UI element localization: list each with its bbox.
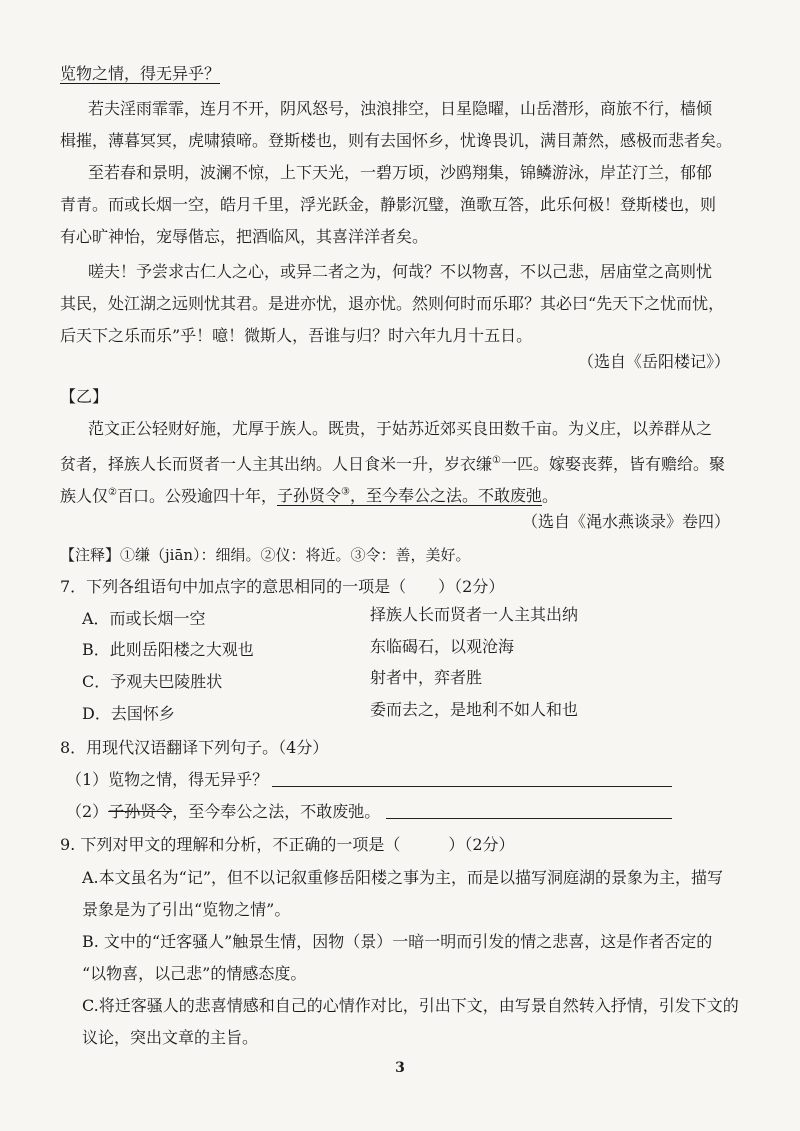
page-number: 3 bbox=[395, 1060, 405, 1076]
underlined-text-a: 子孙贤令 bbox=[277, 486, 342, 506]
yi-line-1: 范文正公轻财好施，尤厚于族人。既贵，于姑苏近郊买良田数千亩。为义庄，以养群从之 bbox=[88, 419, 713, 438]
footnote-mark-3: ③ bbox=[341, 487, 350, 498]
q9-option-c-line-1: C.将迁客骚人的悲喜情感和自己的心情作对比，引出下文，由写景自然转入抒情，引发下文的 bbox=[82, 996, 739, 1015]
q7-option-b-left: B．此则岳阳楼之大观也 bbox=[82, 640, 254, 659]
footnote-mark-1: ① bbox=[492, 455, 501, 466]
q9-option-b-line-1: B. 文中的“迁客骚人”触景生情，因物（景）一暗一明而引发的情之悲喜，这是作者否定的 bbox=[82, 932, 713, 951]
jia-paragraph-1-line-1: 若夫淫雨霏霏，连月不开，阴风怒号，浊浪排空，日星隐曜，山岳潜形，商旅不行，樯倾 bbox=[88, 99, 713, 118]
annotations: 【注释】①缣（jiān）：细绢。②仪：将近。③令：善，美好。 bbox=[60, 546, 471, 564]
jia-paragraph-2-line-3: 有心旷神怡，宠辱偕忘，把酒临风，其喜洋洋者矣。 bbox=[60, 227, 429, 246]
jia-paragraph-3-line-3: 后天下之乐而乐”乎！噫！微斯人，吾谁与归？时六年九月十五日。 bbox=[60, 326, 533, 345]
yi-heading: 【乙】 bbox=[60, 387, 109, 406]
jia-paragraph-3-line-1: 嗟夫！予尝求古仁人之心，或异二者之为，何哉？不以物喜，不以己悲，居庙堂之高则忧 bbox=[88, 262, 713, 281]
yi-line-3-text-a: 族人仅 bbox=[60, 486, 109, 506]
question-9-stem: 9. 下列对甲文的理解和分析，不正确的一项是（ ）（2分） bbox=[60, 835, 515, 854]
jia-heading-line: 览物之情，得无异乎？ bbox=[60, 64, 221, 83]
q8-sentence-2-number: （2） bbox=[66, 802, 109, 821]
underlined-text-b: ，至今奉公之法。不敢废弛 bbox=[349, 486, 542, 506]
q7-option-d-right: 委而去之，是地利不如人和也 bbox=[370, 700, 579, 719]
q7-option-a-left: A．而或长烟一空 bbox=[82, 609, 206, 628]
jia-source: （选自《岳阳楼记》） bbox=[577, 352, 730, 371]
question-7-stem: 7．下列各组语句中加点字的意思相同的一项是（ ）（2分） bbox=[60, 577, 505, 596]
yi-line-2-text-a: 贫者，择族人长而贤者一人主其出纳。人日食米一升，岁衣缣 bbox=[60, 454, 493, 474]
yi-line-3 bbox=[60, 483, 558, 506]
q9-option-b-line-2: “以物喜，以己悲”的情感态度。 bbox=[82, 964, 307, 983]
yi-line-2-text-b: 一匹。嫁娶丧葬，皆有赡给。聚 bbox=[500, 454, 725, 474]
q7-option-c-right: 射者中，弈者胜 bbox=[370, 668, 483, 687]
yi-line-3-text-e: 。 bbox=[542, 486, 559, 506]
yi-source: （选自《渑水燕谈录》卷四） bbox=[521, 512, 730, 531]
yi-line-2 bbox=[60, 451, 725, 474]
jia-paragraph-2-line-1: 至若春和景明，波澜不惊，上下天光，一碧万顷，沙鸥翔集，锦鳞游泳，岸芷汀兰，郁郁 bbox=[88, 163, 713, 182]
jia-paragraph-1-line-2: 楫摧，薄暮冥冥，虎啸猿啼。登斯楼也，则有去国怀乡，忧谗畏讥，满目萧然，感极而悲者矣。 bbox=[60, 131, 733, 150]
underlined-sentence bbox=[277, 486, 542, 505]
q7-option-b-right: 东临碣石，以观沧海 bbox=[370, 637, 515, 656]
q7-option-d-left: D．去国怀乡 bbox=[82, 704, 175, 723]
q8-sentence-2-rest: ，至今奉公之法，不敢废弛。 bbox=[172, 802, 381, 821]
q8-answer-blank-1[interactable] bbox=[272, 772, 672, 787]
q9-option-c-line-2: 议论，突出文章的主旨。 bbox=[82, 1028, 259, 1047]
q8-sentence-2-struck-text: 子孙贤令 bbox=[108, 802, 173, 821]
q8-sentence-2 bbox=[66, 802, 380, 822]
q8-sentence-1: （1）览物之情，得无异乎？ bbox=[66, 770, 269, 789]
q7-option-a-right: 择族人长而贤者一人主其出纳 bbox=[370, 605, 579, 624]
jia-paragraph-3-line-2: 其民，处江湖之远则忧其君。是进亦忧，退亦忧。然则何时而乐耶？其必曰“先天下之忧而忧， bbox=[60, 294, 725, 313]
q7-option-c-left: C．予观夫巴陵胜状 bbox=[82, 672, 223, 691]
q9-option-a-line-2: 景象是为了引出“览物之情”。 bbox=[82, 900, 291, 919]
jia-paragraph-2-line-2: 青青。而或长烟一空，皓月千里，浮光跃金，静影沉璧，渔歌互答，此乐何极！登斯楼也，则 bbox=[60, 195, 717, 214]
q8-answer-blank-2[interactable] bbox=[386, 804, 672, 819]
q9-option-a-line-1: A.本文虽名为“记”，但不以记叙重修岳阳楼之事为主，而是以描写洞庭湖的景象为主，描写 bbox=[82, 868, 724, 887]
yi-line-3-text-b: 百口。公殁逾四十年， bbox=[116, 486, 277, 506]
footnote-mark-2: ② bbox=[108, 487, 117, 498]
question-8-stem: 8．用现代汉语翻译下列句子。（4分） bbox=[60, 738, 329, 757]
